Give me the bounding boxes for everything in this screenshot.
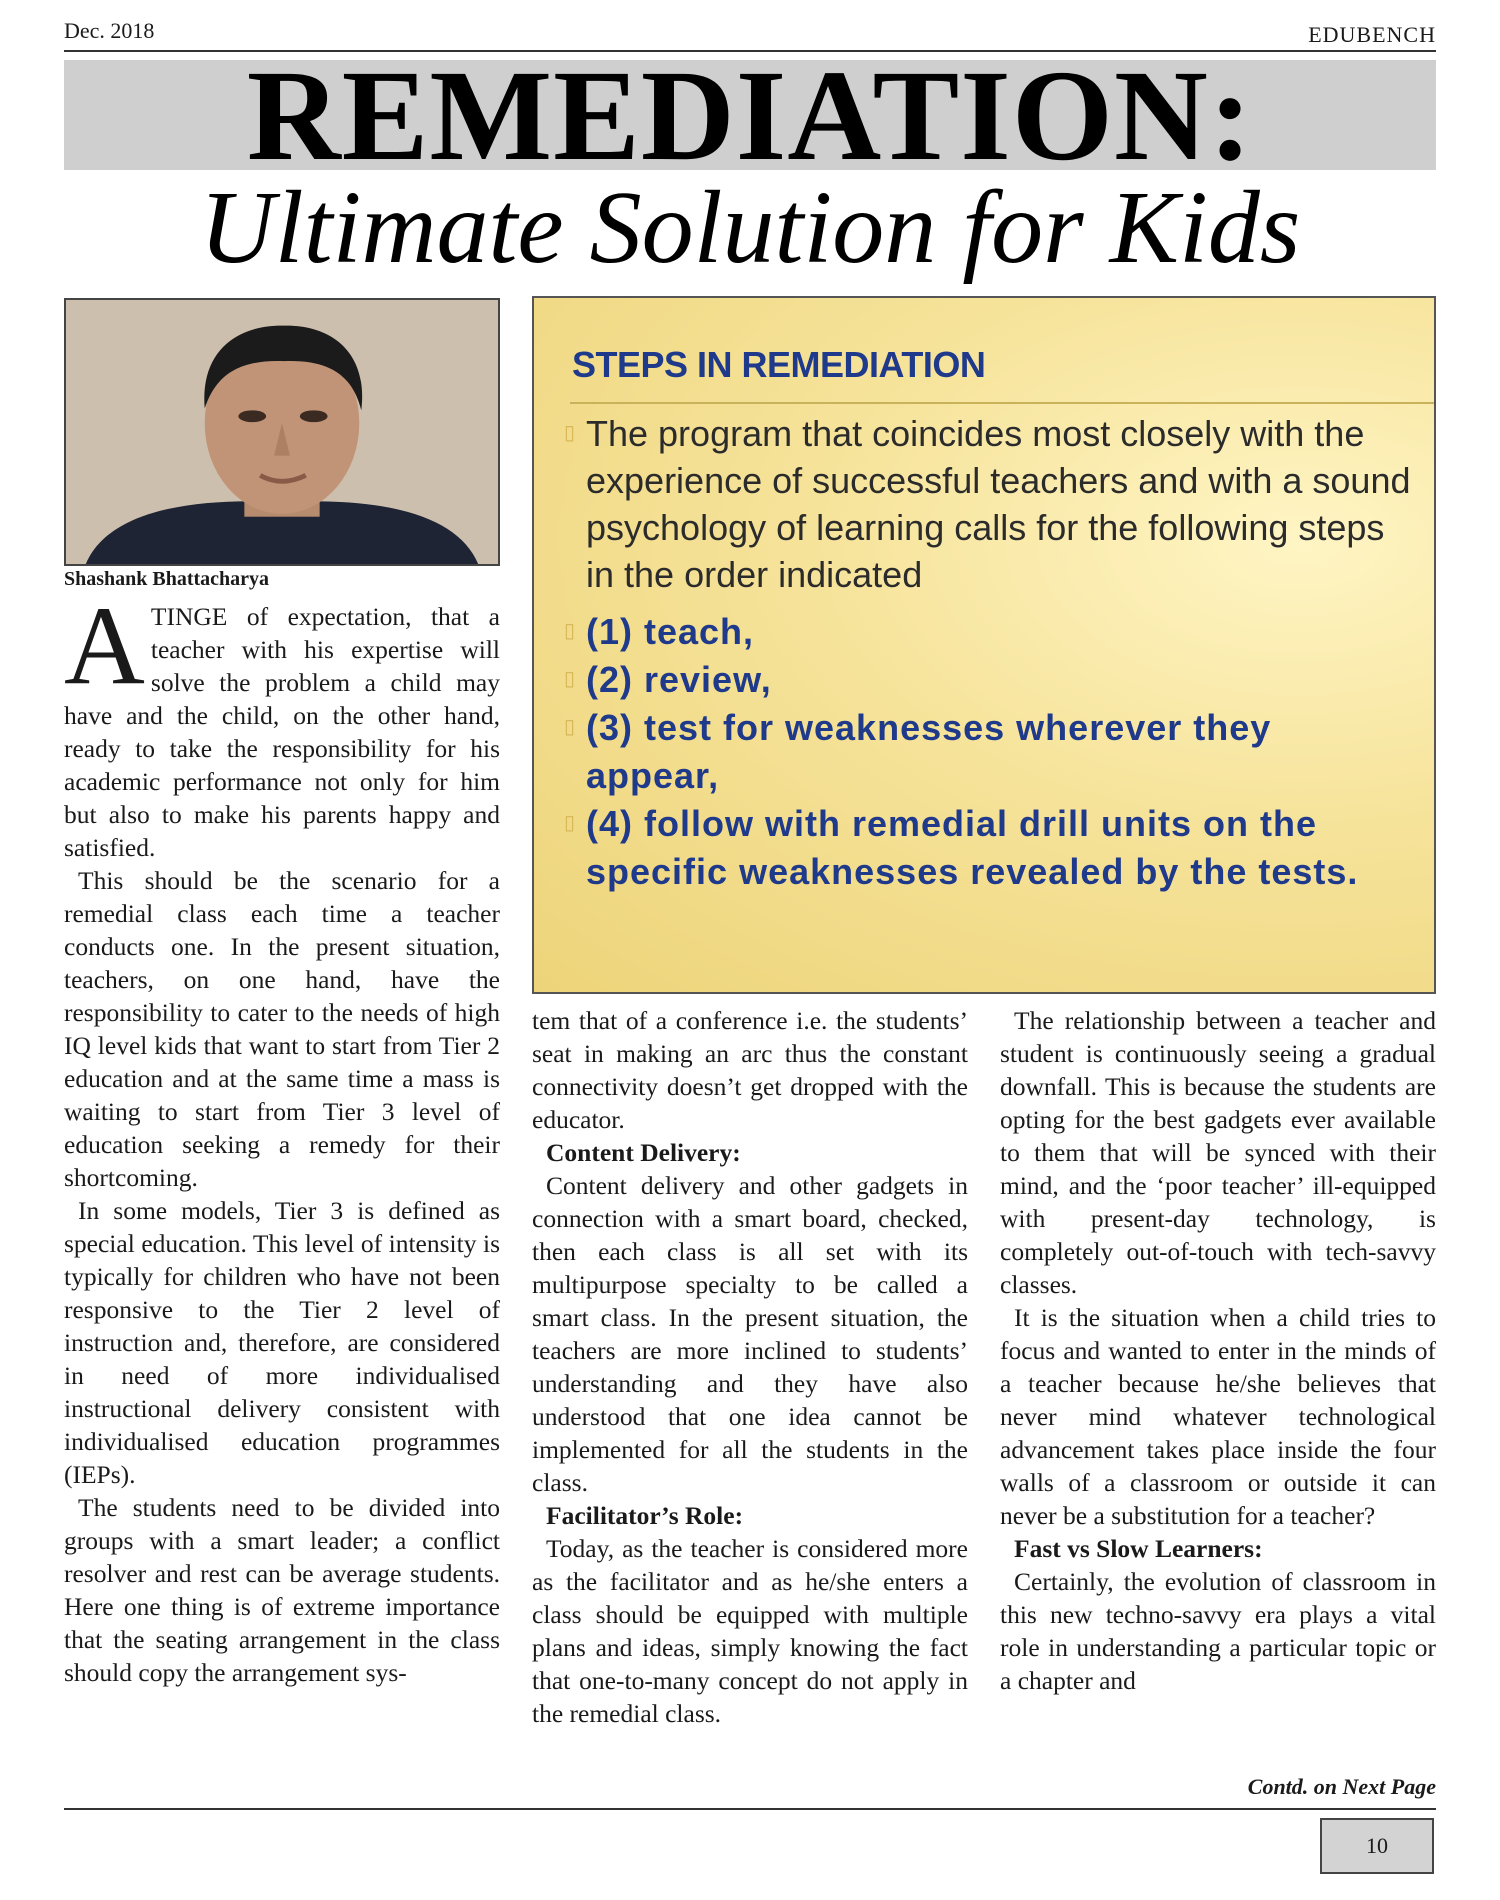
paragraph: Today, as the teacher is considered more as the facilitator and as he/she enters a class should be equipped with multiple plans and ideas, simply knowing the fact that one-to-many concept do not apply in the remedial class.: [532, 1534, 968, 1728]
paragraph: Content delivery and other gadgets in connection with a smart board, checked, then each class is all set with its multipurpose specialty to be called a smart class. In the present situation, the teachers are more inclined to students’ understanding and they have also understood that one idea cannot be implemented for all the students in the class.: [532, 1171, 968, 1497]
article-subtitle: Ultimate Solution for Kids: [199, 170, 1301, 285]
step-item: [564, 656, 1414, 704]
article-title: REMEDIATION:: [246, 44, 1254, 188]
opening-paragraph: [64, 584, 500, 864]
paragraph: This should be the scenario for a remedial class each time a teacher conducts one. In the present situation, teachers, on one hand, have the responsibility to cater to the needs of high IQ level kids that want to start from Tier 2 education and at the same time a mass is waiting to start from Tier 3 level of education seeking a remedy for their shortcoming.: [64, 866, 500, 1192]
section-heading: Fast vs Slow Learners:: [1014, 1534, 1263, 1563]
article-column-1: [64, 584, 500, 1689]
footer-divider: [64, 1808, 1436, 1810]
step-text: (3) test for weaknesses wherever they appear,: [586, 707, 1272, 796]
paragraph: It is the situation when a child tries to focus and wanted to enter in the minds of a teacher because he/she believes that never mind whatever technological advancement takes place inside the four walls of a classroom or outside it can never be a substitution for a teacher?: [1000, 1303, 1436, 1530]
drop-cap: A: [64, 584, 145, 708]
step-item: [564, 704, 1414, 800]
portrait-image: [66, 300, 498, 564]
step-text: (4) follow with remedial drill units on the specific weaknesses revealed by the tests.: [586, 803, 1359, 892]
paragraph: tem that of a conference i.e. the students’ seat in making an arc thus the constant connectivity doesn’t get dropped with the educator.: [532, 1006, 968, 1134]
continued-note: Contd. on Next Page: [1247, 1774, 1436, 1799]
page-number: 10: [1320, 1818, 1434, 1874]
steps-infobox: [532, 296, 1436, 994]
bullet-icon: ▯: [564, 716, 576, 738]
bullet-icon: ▯: [564, 812, 576, 834]
author-byline: Shashank Bhattacharya: [64, 568, 270, 590]
infobox-intro-item: [564, 410, 1414, 598]
section-heading: Facilitator’s Role:: [546, 1501, 744, 1530]
infobox-divider: [570, 402, 1434, 404]
step-item: [564, 608, 1414, 656]
bullet-icon: ▯: [564, 422, 576, 444]
step-text: (2) review,: [586, 659, 772, 700]
author-photo: [64, 298, 500, 566]
bullet-icon: ▯: [564, 620, 576, 642]
infobox-title: STEPS IN REMEDIATION: [572, 344, 986, 385]
paragraph: Certainly, the evolution of classroom in this new techno-savvy era plays a vital role in understanding a particular topic or a chapter and: [1000, 1567, 1436, 1695]
article-column-2: [532, 1004, 968, 1730]
step-text: (1) teach,: [586, 611, 755, 652]
paragraph: The students need to be divided into groups with a smart leader; a conflict resolver and rest can be average students. Here one thing is of extreme importance that the seating arrangement in the class should copy the arrangement sys-: [64, 1493, 500, 1687]
issue-date: Dec. 2018: [64, 18, 155, 43]
infobox-content: [564, 410, 1414, 896]
paragraph: The relationship between a teacher and student is continuously seeing a gradual downfall. This is because the students are opting for the best gadgets ever available to them that will be synced with their mind, and the ‘poor teacher’ ill-equipped with present-day technology, is completely out-of-touch with tech-savvy classes.: [1000, 1006, 1436, 1299]
step-item: [564, 800, 1414, 896]
section-heading: Content Delivery:: [546, 1138, 741, 1167]
paragraph: In some models, Tier 3 is defined as special education. This level of intensity is typically for children who have not been responsive to the Tier 2 level of instruction and, therefore, are considered in need of more individualised instructional delivery consistent with individualised education programmes (IEPs).: [64, 1196, 500, 1489]
bullet-icon: ▯: [564, 668, 576, 690]
article-column-3: [1000, 1004, 1436, 1697]
infobox-intro: The program that coincides most closely with the experience of successful teachers and with a sound psychology of learning calls for the following steps in the order indicated: [586, 413, 1411, 595]
publication-name: EDUBENCH: [1308, 22, 1436, 47]
opening-text: TINGE of expectation, that a teacher with his expertise will solve the problem a child may have and the child, on the other hand, ready to take the responsibility for his academic performance not only for him but also to make his parents happy and satisfied.: [64, 602, 500, 862]
